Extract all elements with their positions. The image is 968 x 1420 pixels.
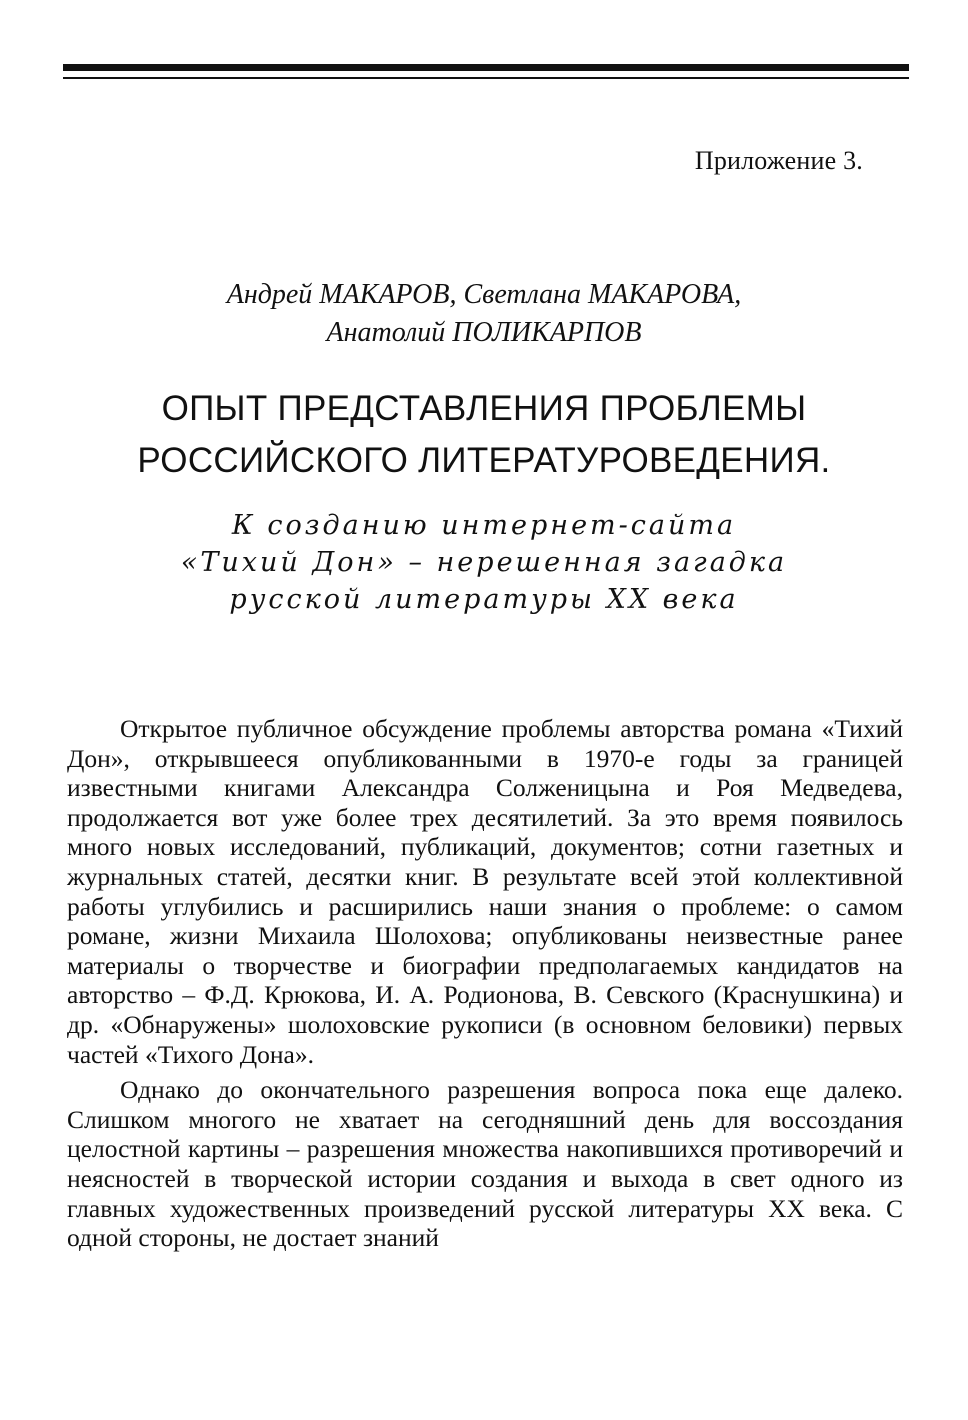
subtitle-line: «Тихий Дон» – нерешенная загадка (180, 547, 788, 578)
subtitle-line: К созданию интернет-сайта (231, 510, 737, 541)
paragraph: Открытое публичное обсуждение проблемы авторства романа «Тихий Дон», открывшееся опубликованными в 1970-е годы за границей известными книгами Александра Солженицына и Роя Медведева, продолжается вот уже более трех десятилетий. За это время появилось много новых исследований, публикаций, документов; сотни газетных и журнальных статей, десятки книг. В результате всей этой коллективной работы углубились и расширились наши знания о проблеме: о самом романе, жизни Михаила Шолохова; опубликованы неизвестные ранее материалы о творчестве и биографии предполагаемых кандидатов на авторство – Ф.Д. Крюкова, И. А. Родионова, В. Севского (Краснушкина) и др. «Обнаружены» шолоховские рукописи (в основном беловики) первых частей «Тихого Дона». (67, 714, 903, 1069)
page-title (0, 383, 968, 487)
title-line: РОССИЙСКОГО ЛИТЕРАТУРОВЕДЕНИЯ. (137, 441, 831, 480)
header-rule-thick (63, 64, 909, 71)
paragraph: Однако до окончательного разрешения вопроса пока еще далеко. Слишком многого не хватает на сегодняшний день для воссоздания целостной картины – разрешения множества накопившихся противоречий и неясностей в творческой истории создания и выхода в свет одного из главных художественных произведений русской литературы ХХ века. С одной стороны, не достает знаний (67, 1075, 903, 1253)
subtitle (0, 507, 968, 618)
header-rule-thin (63, 77, 909, 79)
title-line: ОПЫТ ПРЕДСТАВЛЕНИЯ ПРОБЛЕМЫ (161, 389, 807, 428)
authors-line: Анатолий ПОЛИКАРПОВ (326, 317, 642, 348)
authors-block (0, 276, 968, 352)
subtitle-line: русской литературы ХХ века (229, 584, 739, 615)
appendix-label: Приложение 3. (694, 146, 863, 175)
authors-line: Андрей МАКАРОВ, Светлана МАКАРОВА, (226, 279, 742, 310)
body-text (67, 714, 903, 1259)
